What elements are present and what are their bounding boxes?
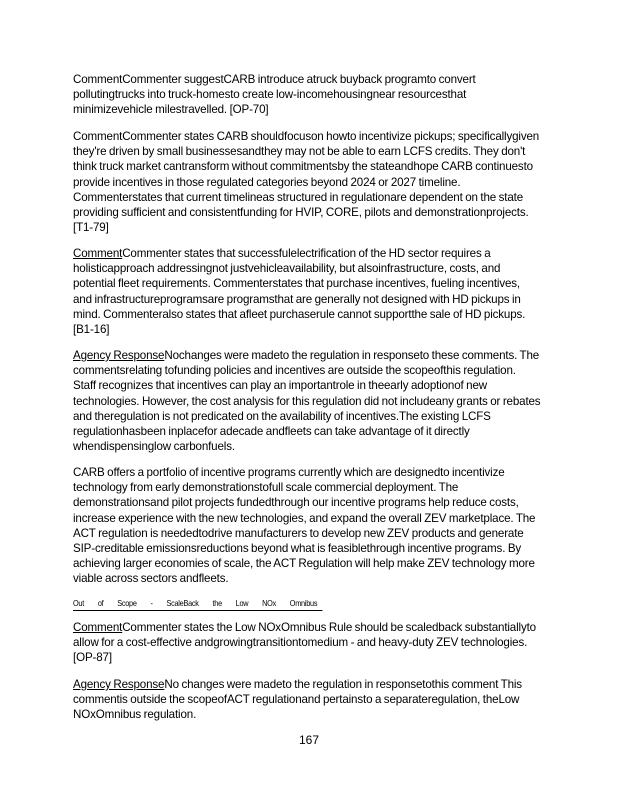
- agency-response-label: Agency Response: [73, 349, 165, 362]
- agency-response-1: [73, 348, 541, 454]
- page-number: 167: [298, 733, 320, 747]
- comment-op-70: [73, 72, 541, 118]
- paragraph-text: CommentCommenter suggestCARB introduce atruck buyback programto convert pollutingtrucks into truck-homesto create low-incomehousingnear resourcesthat minimizevehicle milestravelled. [OP-70]: [73, 73, 476, 117]
- paragraph-text: CARB offers a portfolio of incentive programs currently which are designedto incentivize technology from early demonstrationstofull scale commercial deployment. The demonstrationsand pilot projects fundedthrough our incentive programs help reduce costs, increase experience with the new technologies, and expand the overall ZEV marketplace. The ACT regulation is neededtodrive manufacturers to develop new ZEV products and generate SIP-creditable emissionsreductions beyond what is feasiblethrough incentive programs. By achieving larger economies of scale, the ACT Regulation will help make ZEV technology more viable across sectors andfleets.: [73, 466, 536, 586]
- section-heading: Out of Scope - ScaleBack the Low NOx Omnibus: [73, 597, 322, 611]
- agency-response-label: Agency Response: [73, 678, 165, 691]
- comment-b1-16: [73, 246, 541, 337]
- comment-op-87: [73, 620, 541, 666]
- carb-incentives-paragraph: [73, 465, 541, 587]
- paragraph-text: Nochanges were madeto the regulation in responseto these comments. The commentsrelating tofunding policies and incentives are outside the scopeofthis regulation. Staff recognizes that incentives can play an importantrole in theearly adoptionof new technologies. However, the cost analysis for this regulation did not includeany grants or rebates and theregulation is not predicated on the availability of incentives.The existing LCFS regulationhasbeen inplacefor adecade andfleets can take advantage of it directly whendispensinglow carbonfuels.: [73, 349, 541, 454]
- comment-t1-79: [73, 129, 541, 235]
- paragraph-text: CommentCommenter states CARB shouldfocuson howto incentivize pickups; specificallygiven they're driven by small businessesandthey may not be able to earn LCFS credits. They don't think truck market cantransform without commitmentsby the stateandhope CARB continuesto provide incentives in those regulated categories beyond 2024 or 2027 timeline. Commenterstates that current timelineas structured in regulationare dependent on the state providing sufficient and consistentfunding for HVIP, CORE, pilots and demonstrationprojects. [T1-79]: [73, 130, 540, 235]
- agency-response-2: [73, 677, 541, 723]
- paragraph-text: No changes were madeto the regulation in responsetothis comment This commentis outside the scopeofACT regulationand pertainsto a separateregulation, theLow NOxOmnibus regulation.: [73, 678, 522, 722]
- comment-label: Comment: [73, 621, 123, 634]
- paragraph-text: Commenter states that successfulelectrification of the HD sector requires a holisticapproach addressingnot justvehicleavailability, but alsoinfrastructure, costs, and potential fleet requirements. Commenterstates that purchase incentives, fueling incentives, and infrastructureprogramsare programsthat are generally not designed with HD pickups in mind. Commenteralso states that afleet purchaserule cannot supportthe sale of HD pickups. [B1-16]: [73, 247, 526, 337]
- comment-label: Comment: [73, 247, 123, 260]
- paragraph-text: Commenter states the Low NOxOmnibus Rule should be scaledback substantiallyto allow for a cost-effective andgrowingtransitiontomedium - and heavy-duty ZEV technologies. [OP-87]: [73, 621, 536, 665]
